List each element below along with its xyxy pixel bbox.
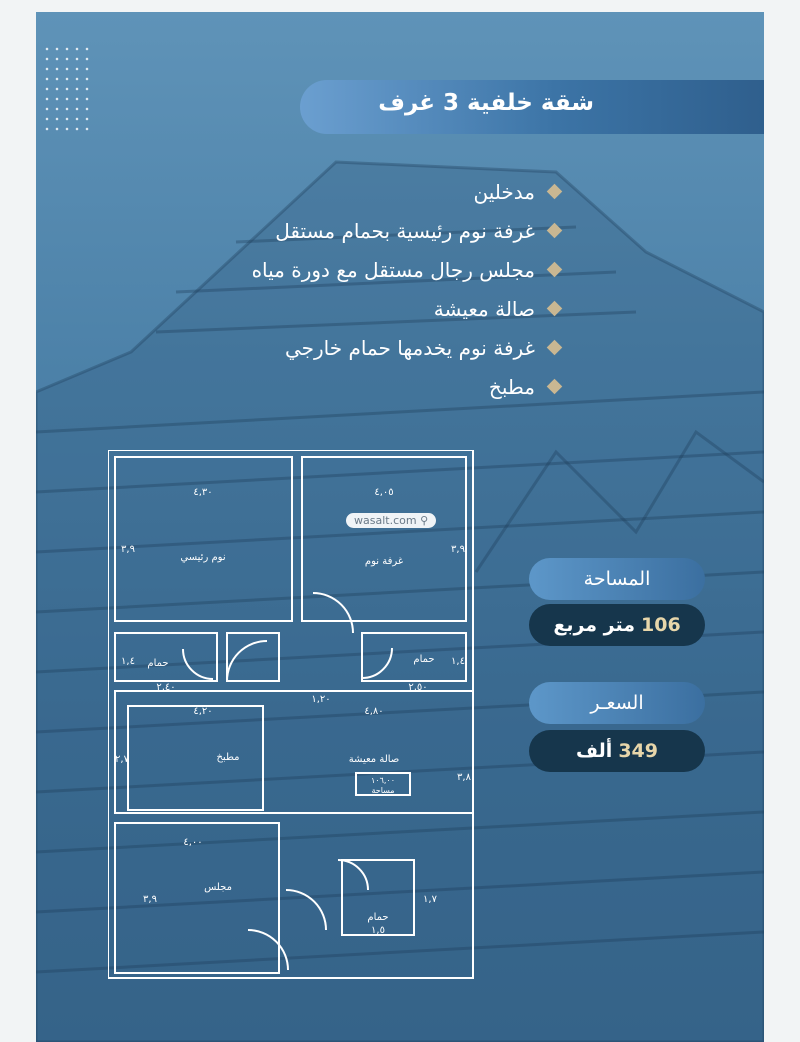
diamond-bullet-icon <box>547 301 563 317</box>
feature-text: مطبخ <box>488 374 535 399</box>
price-value-pill <box>529 730 705 772</box>
kitchen-room <box>128 706 263 810</box>
dimension-label: ٣,٩ <box>121 544 135 555</box>
area-value-pill <box>529 604 705 646</box>
room-label-master-bedroom: نوم رئيسي <box>180 552 226 563</box>
area-label: المساحة <box>583 568 651 590</box>
diamond-bullet-icon <box>547 262 563 278</box>
dimension-label: ١,٤ <box>451 656 465 667</box>
living-area <box>115 691 473 813</box>
dimension-label: ٤,٠٠ <box>183 837 203 848</box>
feature-text: مدخلين <box>473 179 535 204</box>
feature-item <box>252 250 560 289</box>
features-list <box>252 172 560 406</box>
dimension-label: ٣,٩ <box>451 544 465 555</box>
price-value: 349 <box>618 740 658 762</box>
dimension-label: ٤,٢٠ <box>193 706 213 717</box>
room-label-majlis: مجلس <box>204 882 232 893</box>
dimension-label: ٢,٥٠ <box>408 682 428 693</box>
floor-plan <box>108 450 478 980</box>
watermark-text: wasalt.com <box>354 514 417 527</box>
area-unit: متر مربع <box>553 614 635 636</box>
door-swing <box>313 593 353 633</box>
price-label-pill <box>529 682 705 724</box>
watermark <box>346 513 436 528</box>
bath-bottom-room <box>342 860 414 935</box>
room-label-bath-left: حمام <box>147 658 169 669</box>
dimension-label: ٢,٧ <box>115 754 129 765</box>
plan-outer-wall <box>108 450 473 978</box>
door-swing <box>248 930 288 970</box>
diamond-bullet-icon <box>547 223 563 239</box>
feature-text: مجلس رجال مستقل مع دورة مياه <box>251 257 535 282</box>
dimension-label: ٤,٨٠ <box>364 706 384 717</box>
area-box-value: ١٠٦,٠٠ <box>370 776 396 785</box>
price-label: السعـر <box>590 692 644 714</box>
door-swing <box>183 649 213 679</box>
bedroom-room <box>302 457 466 621</box>
room-label-bath-bottom: حمام <box>367 912 389 923</box>
diamond-bullet-icon <box>547 379 563 395</box>
dimension-label: ٢,٤٠ <box>156 682 176 693</box>
dimension-label: ٤,٠٥ <box>374 487 394 498</box>
room-label-living: صالة معيشة <box>348 754 400 765</box>
room-label-bath-right: حمام <box>413 654 435 665</box>
diamond-bullet-icon <box>547 340 563 356</box>
feature-item <box>252 211 560 250</box>
listing-title: شقة خلفية 3 غرف <box>378 90 594 116</box>
location-pin-icon: ⚲ <box>420 514 429 527</box>
feature-item <box>252 289 560 328</box>
dimension-label: ٤,٣٠ <box>193 487 213 498</box>
door-swing <box>227 641 267 681</box>
room-label-bedroom: غرفة نوم <box>364 556 404 567</box>
feature-item <box>252 172 560 211</box>
feature-text: غرفة نوم يخدمها حمام خارجي <box>284 335 535 360</box>
price-unit: ألف <box>576 740 613 762</box>
door-swing <box>362 648 392 678</box>
feature-item <box>252 367 560 406</box>
room-label-kitchen: مطبخ <box>216 752 240 763</box>
dimension-label: ٣,٨ <box>457 772 471 783</box>
dot-grid-decoration <box>42 44 92 136</box>
master-bedroom-room <box>115 457 292 621</box>
dimension-label: ١,٤ <box>121 656 135 667</box>
dimension-label: ١,٧ <box>423 894 437 905</box>
diamond-bullet-icon <box>547 184 563 200</box>
area-value: 106 <box>641 614 681 636</box>
feature-text: غرفة نوم رئيسية بحمام مستقل <box>275 218 535 243</box>
dimension-label: ٣,٩ <box>143 894 157 905</box>
listing-poster <box>36 12 764 1042</box>
feature-item <box>252 328 560 367</box>
door-swing <box>286 890 326 930</box>
area-box-label: مساحة <box>371 786 395 795</box>
area-label-pill <box>529 558 705 600</box>
dimension-label: ١,٢٠ <box>311 694 331 705</box>
feature-text: صالة معيشة <box>433 296 535 321</box>
dimension-label: ١,٥ <box>371 925 385 936</box>
title-banner <box>300 80 764 134</box>
